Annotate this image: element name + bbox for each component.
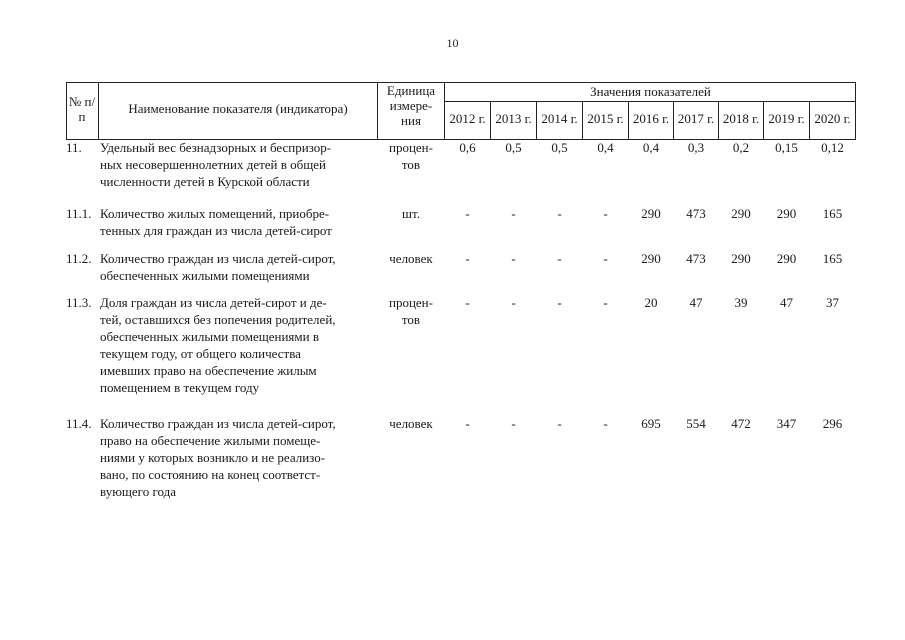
value-2017: 0,3 <box>687 140 705 155</box>
header-year: 2020 г. <box>814 111 851 126</box>
value-2014: 0,5 <box>551 140 568 155</box>
header-year: 2012 г. <box>449 111 486 126</box>
value-2019: 0,15 <box>775 140 798 155</box>
indicator-name-line: Удельный вес безнадзорных и беспризор- <box>100 140 332 155</box>
row-number: 11.3. <box>66 295 92 310</box>
value-2012: - <box>465 251 470 266</box>
value-2013: 0,5 <box>505 140 522 155</box>
unit <box>378 139 444 173</box>
indicator-name-line: обеспеченных жилыми помещениями в <box>100 329 319 344</box>
indicator-name <box>100 415 378 500</box>
indicator-name-line: имевших право на обеспечение жилым <box>100 363 317 378</box>
indicator-name-line: Количество граждан из числа детей-сирот, <box>100 416 336 431</box>
indicator-name-line: тей, оставшихся без попечения родителей, <box>100 312 336 327</box>
value-2020: 165 <box>822 206 843 221</box>
table-header <box>66 82 856 140</box>
value-2013: - <box>511 416 516 431</box>
value-2015: - <box>603 416 608 431</box>
page-number: 10 <box>446 36 459 50</box>
header-unit-line: измере- <box>389 98 433 113</box>
indicator-name-line: право на обеспечение жилыми помеще- <box>100 433 321 448</box>
value-2017: 473 <box>686 206 706 221</box>
value-2016: 695 <box>641 416 661 431</box>
unit-line: тов <box>401 312 421 327</box>
value-2020: 37 <box>826 295 839 310</box>
header-mid-rule <box>445 101 856 102</box>
unit <box>378 294 444 328</box>
value-2015: - <box>603 206 608 221</box>
row-number: 11. <box>66 140 82 155</box>
unit-line: человек <box>389 251 433 266</box>
indicator-name-line: тенных для граждан из числа детей-сирот <box>100 223 332 238</box>
value-2016: 20 <box>644 295 658 310</box>
unit <box>378 205 444 222</box>
value-2018: 39 <box>734 295 748 310</box>
indicator-name-line: ниями у которых возникло и не реализо- <box>100 450 326 465</box>
value-2012: - <box>465 206 470 221</box>
value-2016: 0,4 <box>642 140 660 155</box>
value-2012: - <box>465 295 470 310</box>
value-2017: 47 <box>689 295 703 310</box>
header-year: 2018 г. <box>722 111 760 126</box>
value-2014: - <box>557 251 562 266</box>
value-2020: 165 <box>822 251 843 266</box>
value-2015: 0,4 <box>597 140 614 155</box>
header-top-rule <box>66 82 856 83</box>
value-2013: - <box>511 251 516 266</box>
value-2015: - <box>603 295 608 310</box>
value-2013: - <box>511 206 516 221</box>
value-2017: 554 <box>686 416 706 431</box>
header-unit-line: Единица <box>386 83 436 98</box>
header-unit <box>378 83 444 128</box>
value-2014: - <box>557 416 562 431</box>
header-unit-line: ния <box>401 113 421 128</box>
value-2019: 290 <box>776 206 797 221</box>
indicator-name <box>100 205 378 239</box>
value-2018: 290 <box>731 251 751 266</box>
value-2019: 47 <box>780 295 793 310</box>
value-2015: - <box>603 251 608 266</box>
indicator-name-line: вующего года <box>100 484 176 499</box>
header-year: 2019 г. <box>768 111 805 126</box>
indicator-name-line: вано, по состоянию на конец соответст- <box>100 467 321 482</box>
header-year: 2014 г. <box>541 111 578 126</box>
value-2013: - <box>511 295 516 310</box>
value-2017: 473 <box>686 251 706 266</box>
value-2018: 472 <box>731 416 751 431</box>
value-2019: 290 <box>776 251 797 266</box>
row-number: 11.1. <box>66 206 92 221</box>
header-year: 2016 г. <box>632 111 670 126</box>
value-2012: - <box>465 416 470 431</box>
indicator-name <box>100 294 378 396</box>
indicator-name-line: численности детей в Курской области <box>100 174 310 189</box>
header-number: № п/п <box>68 94 96 124</box>
value-2012: 0,6 <box>459 140 476 155</box>
header-indicator-name: Наименование показателя (индикатора) <box>128 101 348 116</box>
indicator-name-line: Доля граждан из числа детей-сирот и де- <box>100 295 327 310</box>
indicator-name-line: ных несовершеннолетних детей в общей <box>100 157 327 172</box>
row-number: 11.4. <box>66 416 92 431</box>
unit-line: процен- <box>389 295 433 310</box>
indicator-name-line: Количество граждан из числа детей-сирот, <box>100 251 336 266</box>
row-number: 11.2. <box>66 251 92 266</box>
unit-line: процен- <box>389 140 433 155</box>
value-2020: 0,12 <box>821 140 844 155</box>
unit <box>378 250 444 267</box>
value-2014: - <box>557 206 562 221</box>
value-2019: 347 <box>776 416 797 431</box>
indicator-name-line: помещением в текущем году <box>100 380 260 395</box>
indicator-name-line: текущем году, от общего количества <box>100 346 301 361</box>
value-2016: 290 <box>641 206 661 221</box>
indicator-name <box>100 139 378 190</box>
value-2020: 296 <box>822 416 843 431</box>
unit-line: шт. <box>402 206 420 221</box>
unit-line: человек <box>389 416 433 431</box>
value-2016: 290 <box>641 251 661 266</box>
unit <box>378 415 444 432</box>
header-year: 2013 г. <box>495 111 532 126</box>
header-values-title: Значения показателей <box>590 84 711 99</box>
header-year: 2015 г. <box>587 111 624 126</box>
unit-line: тов <box>401 157 421 172</box>
indicator-name-line: Количество жилых помещений, приобре- <box>100 206 330 221</box>
value-2018: 0,2 <box>732 140 750 155</box>
value-2018: 290 <box>731 206 751 221</box>
indicator-name <box>100 250 378 284</box>
header-year: 2017 г. <box>677 111 715 126</box>
indicator-name-line: обеспеченных жилыми помещениями <box>100 268 310 283</box>
value-2014: - <box>557 295 562 310</box>
